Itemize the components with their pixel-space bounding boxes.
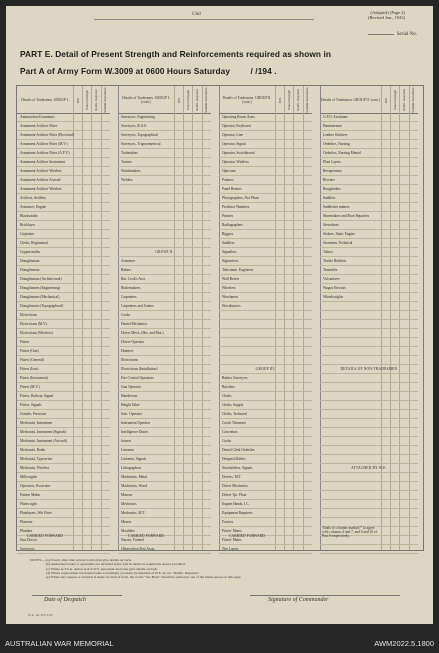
trade-row: Tire Layers	[219, 545, 312, 554]
trade-row: Telecomm. Engineers	[219, 266, 312, 275]
trade-row: Clerks, Supply	[219, 401, 312, 410]
form-title	[20, 46, 419, 80]
trade-row: Clerks	[219, 392, 312, 401]
trade-row: Electricians (Wireless)	[17, 329, 110, 338]
trade-row: Fitters (Gun)	[17, 347, 110, 356]
subcolumn-header: Posted Strength	[183, 86, 192, 114]
carried-forward-label: CARRIED FORWARD	[229, 534, 265, 538]
trade-row: Operator, Wireless	[219, 158, 312, 167]
trade-row: Fitters' Mates	[219, 536, 312, 545]
trade-row: Plasterer	[17, 518, 110, 527]
trade-row: Printers	[219, 212, 312, 221]
trade-row: Draughtsmen (Engineering)	[17, 284, 110, 293]
trade-row: Armament Artificer Fitter	[17, 122, 110, 131]
trade-row: Surveyors, Engineering	[118, 113, 211, 122]
form-sheet	[6, 6, 433, 624]
trade-row	[320, 392, 418, 401]
trade-row: Fitters (Instrument)	[17, 374, 110, 383]
trade-row: Bakers	[118, 266, 211, 275]
trade-row: Mechanist, Instrument (Signals)	[17, 428, 110, 437]
trade-row	[320, 482, 418, 491]
totals-note: Totals of columns marked * to agree with columns 4 and 7, and 6 and 10 of Part A respectively.	[322, 526, 378, 539]
trade-row	[320, 374, 418, 383]
title-date: / /194 .	[250, 66, 277, 76]
trade-row	[320, 320, 418, 329]
trade-row: Electricians (Installation)	[118, 365, 211, 374]
revised-text: (Revised Jan., 1943)	[368, 15, 405, 20]
trade-row: Machinists, Metal	[118, 473, 211, 482]
trade-row: Cooks	[219, 437, 312, 446]
trade-row: Surveyors	[17, 545, 110, 554]
unit-label: Unit	[192, 12, 201, 17]
trade-row	[320, 509, 418, 518]
trade-row	[320, 311, 418, 320]
trade-row: Opticians	[219, 167, 312, 176]
trade-row: Textile Refitters	[320, 257, 418, 266]
trade-row	[320, 356, 418, 365]
trade-row: Hairdresser	[118, 392, 211, 401]
trade-row: Leather Stitchers	[320, 131, 418, 140]
trade-row: Miners	[118, 518, 211, 527]
trade-row: Surveyors, Topographical	[118, 131, 211, 140]
trade-row: Armament Artificer Wireless	[17, 167, 110, 176]
trade-row: Saddlers	[219, 239, 312, 248]
trade-row	[219, 347, 312, 356]
serial-number	[368, 32, 417, 37]
trade-row: Panel Beaters	[219, 185, 312, 194]
trade-row: Despatch Riders	[219, 455, 312, 464]
trade-row: Electricians	[118, 356, 211, 365]
form-header	[14, 10, 425, 24]
trade-row: Artificer, Artillery	[17, 194, 110, 203]
unit-line	[94, 19, 314, 20]
trade-row: Hammermen	[320, 122, 418, 131]
trade-row: Clerks, Regimental	[17, 239, 110, 248]
trade-row: Bricklayer	[17, 221, 110, 230]
trade-row	[320, 338, 418, 347]
carried-forward-label: CARRIED FORWARD	[27, 534, 63, 538]
trade-row: Recuperators	[320, 167, 418, 176]
trade-row	[219, 311, 312, 320]
trade-row: Armourer, Engine	[17, 203, 110, 212]
subcolumn-header: Reinfs. Required	[192, 86, 201, 114]
trade-row	[320, 500, 418, 509]
note-line: (c) Where A.T.S.A. and/or A.A.S.W.S. personnel are borne give details on back.	[46, 566, 159, 571]
trade-row: Linemen	[118, 446, 211, 455]
trade-row	[320, 455, 418, 464]
trade-row: Vulcanisers	[320, 275, 418, 284]
trade-row: Winchmen	[219, 293, 312, 302]
trade-row: Platewright	[17, 500, 110, 509]
trade-row	[118, 239, 211, 248]
signature-label: Signature of Commander	[268, 597, 329, 603]
trade-row: Draughtsman	[17, 257, 110, 266]
trade-row	[118, 185, 211, 194]
form-revision	[368, 10, 405, 20]
trade-row: G.P.O. Assistants	[320, 113, 418, 122]
group-heading: GROUP III.	[219, 365, 312, 374]
trade-row: Woodturners	[219, 302, 312, 311]
trade-row: Wheelwrights	[320, 293, 418, 302]
trade-row: Bat. Cook's Asst.	[118, 275, 211, 284]
trade-row	[320, 473, 418, 482]
archive-caption	[0, 635, 439, 653]
trade-row: Fitters, Railway Signal	[17, 392, 110, 401]
title-line-2: Part A of Army Form W.3009 at 0600 Hours Saturday / /194 .	[20, 66, 277, 76]
trade-row: Cooks	[118, 311, 211, 320]
trade-row: Draughtsmen (Topographical)	[17, 302, 110, 311]
trade-row: Surveyors, Trigonometrical	[118, 140, 211, 149]
trade-row: Armament Artificer Wireless	[17, 185, 110, 194]
trade-row: Dental Clerk Orderlies	[219, 446, 312, 455]
trade-row: Operator, Keyboard	[219, 122, 312, 131]
adapted-text: (Adapted) (Page 2)	[370, 10, 405, 15]
archive-id: AWM2022.5.1800	[374, 639, 434, 648]
trade-row: Mechanist, Instrument	[17, 419, 110, 428]
trade-row: Orderlies, Nursing	[320, 140, 418, 149]
group-heading: ATTACHED BY W.E.	[320, 464, 418, 473]
trade-row: Fitters (General)	[17, 356, 110, 365]
trade-row: Driver Mech. (Hrs. and Mot.)	[118, 329, 211, 338]
trade-row: Toolmakers	[118, 149, 211, 158]
note-line: NOTES.—(a) If such other than private is involved give details on back.	[30, 558, 132, 562]
trade-row	[219, 320, 312, 329]
trade-row: Carpenter	[17, 230, 110, 239]
trade-row: Concretors	[219, 428, 312, 437]
trade-row: Draughtsman (Architectural)	[17, 275, 110, 284]
trade-row: Painters	[219, 176, 312, 185]
trade-row: Mechanist, Typewriter	[17, 455, 110, 464]
trade-row: Tinsmiths	[320, 266, 418, 275]
trade-row: Linemen, Signals	[118, 455, 211, 464]
subcolumn-header: Reinfs. Required	[293, 86, 302, 114]
trade-row: Coppersmiths	[17, 248, 110, 257]
trade-row	[320, 437, 418, 446]
trade-row: Ammunition Examiners	[17, 113, 110, 122]
subcolumn-header: W.E.	[381, 86, 390, 114]
trade-row: Operator, Signal	[219, 140, 312, 149]
trade-row: Fitters, Signals	[17, 401, 110, 410]
trade-row: Millwrights	[17, 473, 110, 482]
trade-row: Masons	[118, 491, 211, 500]
trade-row: Mechanist, Radio	[17, 446, 110, 455]
trade-row: Armament Artificer Fitter (A.F.V.)	[17, 149, 110, 158]
trade-row: Mechanist, Instrument (Aircraft)	[17, 437, 110, 446]
serial-label: Serial No.	[396, 32, 417, 37]
column-header: Details of Tradesmen. GROUP II. (cont.)	[219, 86, 275, 114]
trade-row: Operator, Line	[219, 131, 312, 140]
subcolumn-header: W.E.	[73, 86, 82, 114]
trade-row: Operator, Switchboard	[219, 149, 312, 158]
trade-row: Roughriders	[320, 185, 418, 194]
trade-row: Storemen, Technical	[320, 239, 418, 248]
trade-row	[320, 419, 418, 428]
trade-row	[320, 410, 418, 419]
trade-row: Pattern Maker	[17, 491, 110, 500]
trade-row: Riggers	[219, 230, 312, 239]
trade-row: Drivers, M.T.	[219, 473, 312, 482]
trade-row: Grinder, Precision	[17, 410, 110, 419]
subcolumn-header: W.E.	[174, 86, 183, 114]
trade-row: Stevedores	[320, 221, 418, 230]
trade-row: Fitters (M.V.)	[17, 383, 110, 392]
note-line: (d) Where replacement not desired state accordingly on return by insertion of W.E. in col. "Reinfs. Required."	[46, 570, 200, 575]
trade-row: Stokers, Static Engine	[320, 230, 418, 239]
trade-row: Boilermakers	[118, 284, 211, 293]
trade-row: Electricians	[17, 311, 110, 320]
trade-row: Dental Mechanics	[118, 320, 211, 329]
trade-row	[118, 230, 211, 239]
column-header: Details of Tradesmen. GROUP II. (cont.)	[320, 86, 381, 114]
subcolumn-header: Suitable Substitutes	[202, 86, 211, 114]
date-of-despatch-label: Date of Despatch	[44, 597, 86, 603]
trade-row: Plate Layers	[320, 158, 418, 167]
trade-row: Watchmakers	[118, 167, 211, 176]
trade-row: Equipment Repairers	[219, 509, 312, 518]
column-header: Details of Tradesmen. GROUP I. (cont.)	[118, 86, 174, 114]
trade-row: Saw Doctor	[17, 536, 110, 545]
trade-row: Plumber	[17, 527, 110, 536]
trade-row: Wagon Erectors	[320, 284, 418, 293]
trade-row	[320, 383, 418, 392]
subcolumn-header: Suitable Substitutes	[101, 86, 110, 114]
trade-row: Wall Borers	[219, 275, 312, 284]
trade-row	[320, 491, 418, 500]
trade-row: Turners	[118, 158, 211, 167]
trade-row: Engine Hands, I.C.	[219, 500, 312, 509]
subcolumn-header: Posted Strength	[82, 86, 91, 114]
trade-row: Blacksmiths	[17, 212, 110, 221]
trade-row: Storeholders, Signals	[219, 464, 312, 473]
trade-row	[320, 347, 418, 356]
trade-row: Carpenters and Joiners	[118, 302, 211, 311]
trade-row: Intelligence Duties	[118, 428, 211, 437]
trade-row	[219, 356, 312, 365]
trade-row: Nurses, Trained	[118, 536, 211, 545]
trade-row: Riveters	[320, 176, 418, 185]
subcolumn-header: Posted Strength	[390, 86, 399, 114]
note-line: (b) Authorised trades or specialists not included in list will be added as required in spaces provided.	[46, 562, 186, 567]
trade-row: Electricians (M.V.)	[17, 320, 110, 329]
strength-table	[16, 85, 424, 551]
trade-row: Operators, Excavator	[17, 482, 110, 491]
trade-row	[118, 203, 211, 212]
trade-row: Instrument Operator	[118, 419, 211, 428]
group-heading: GROUP II.	[118, 248, 211, 257]
group-heading: DETAILS OF NON-TRADESMEN	[320, 365, 418, 374]
form-notes	[30, 558, 415, 579]
trade-row: Mechanics	[118, 500, 211, 509]
subcolumn-header: Suitable Substitutes	[303, 86, 312, 114]
trade-row: Instr. Operator	[118, 410, 211, 419]
trade-row: Saddletree makers	[320, 203, 418, 212]
title-line-1: PART E. Detail of Present Strength and Reinforcements required as shown in	[20, 49, 332, 59]
subcolumn-header: W.E.	[275, 86, 284, 114]
trade-row: Fitters' Mates	[219, 527, 312, 536]
trade-row: Coach Trimmers	[219, 419, 312, 428]
trade-row: Butchers	[219, 383, 312, 392]
trade-row: Wheelers	[219, 284, 312, 293]
print-code: (L.R. 34e 53/E 2/32)	[28, 613, 53, 617]
trade-row: Bakers Surveyors	[219, 374, 312, 383]
trade-row: Mechanist, Wireless	[17, 464, 110, 473]
trade-row: Draughtsmen (Mechanical)	[17, 293, 110, 302]
carried-forward-label: CARRIED FORWARD	[128, 534, 164, 538]
trade-row	[219, 338, 312, 347]
trade-row: Tailors	[320, 248, 418, 257]
trade-row: Farriers	[219, 518, 312, 527]
trade-row: Armament Artificer Instrument	[17, 158, 110, 167]
trade-row: Drainers	[118, 347, 211, 356]
trade-row	[118, 221, 211, 230]
trade-row: Signallers	[219, 248, 312, 257]
trade-row: Driver Mechanics	[219, 482, 312, 491]
trade-row: Driver-Operator	[118, 338, 211, 347]
trade-row: Lithographers	[118, 464, 211, 473]
trade-row: Predictor Numbers	[219, 203, 312, 212]
subcolumn-header: Reinfs. Required	[399, 86, 408, 114]
trade-row: Carpenters	[118, 293, 211, 302]
archive-name: AUSTRALIAN WAR MEMORIAL	[5, 639, 114, 648]
trade-row	[219, 329, 312, 338]
trade-row: Signwriters	[219, 257, 312, 266]
trade-row: Gun Operator	[118, 383, 211, 392]
trade-row: Shoemakers and Boot Repairers	[320, 212, 418, 221]
trade-row: Platelayers, Wet Fitter	[17, 509, 110, 518]
trade-row: Moulders	[118, 527, 211, 536]
column-header: Details of Tradesmen. GROUP I.	[17, 86, 73, 114]
trade-row: Fire Control Operators	[118, 374, 211, 383]
subcolumn-header: Reinfs. Required	[91, 86, 100, 114]
trade-row	[118, 212, 211, 221]
trade-row	[320, 401, 418, 410]
trade-row	[320, 428, 418, 437]
trade-row: Operating Room Assts.	[219, 113, 312, 122]
trade-row: Observation Post Assts.	[118, 545, 211, 554]
trade-row: Clerks, Technical	[219, 410, 312, 419]
trade-row: Fitters	[17, 338, 110, 347]
trade-row: Orderlies, Nursing Mental	[320, 149, 418, 158]
trade-row: Radiographers	[219, 221, 312, 230]
note-line: (e) Where any request or notation is made on back of form, the words "See Back" should be written in one of the blank spaces on this page.	[46, 575, 242, 580]
trade-row: Armament Artificer Aircraft	[17, 176, 110, 185]
trade-row: Machinists, Wood	[118, 482, 211, 491]
trade-row: Saddlers	[320, 194, 418, 203]
trade-row: Fitters (Iron)	[17, 365, 110, 374]
trade-row: Welders	[118, 176, 211, 185]
subcolumn-header: Suitable Substitutes	[409, 86, 418, 114]
trade-row: Driver Tpt. Float	[219, 491, 312, 500]
trade-row: Photographers, Not Photo	[219, 194, 312, 203]
trade-row: Height Taker	[118, 401, 211, 410]
trade-row	[118, 194, 211, 203]
trade-row	[320, 446, 418, 455]
trade-row	[320, 329, 418, 338]
trade-row: Mechanics, M.T.	[118, 509, 211, 518]
trade-row: Joiners	[118, 437, 211, 446]
trade-row: Armament Artificer Fitter (Electrical)	[17, 131, 110, 140]
trade-row: Armament Artificer Fitter (M.V.)	[17, 140, 110, 149]
trade-row	[320, 545, 418, 554]
trade-row	[320, 302, 418, 311]
trade-row: Draughtsman	[17, 266, 110, 275]
trade-row: Armourer	[118, 257, 211, 266]
subcolumn-header: Posted Strength	[284, 86, 293, 114]
trade-row: Surveyors, R.A.S.	[118, 122, 211, 131]
